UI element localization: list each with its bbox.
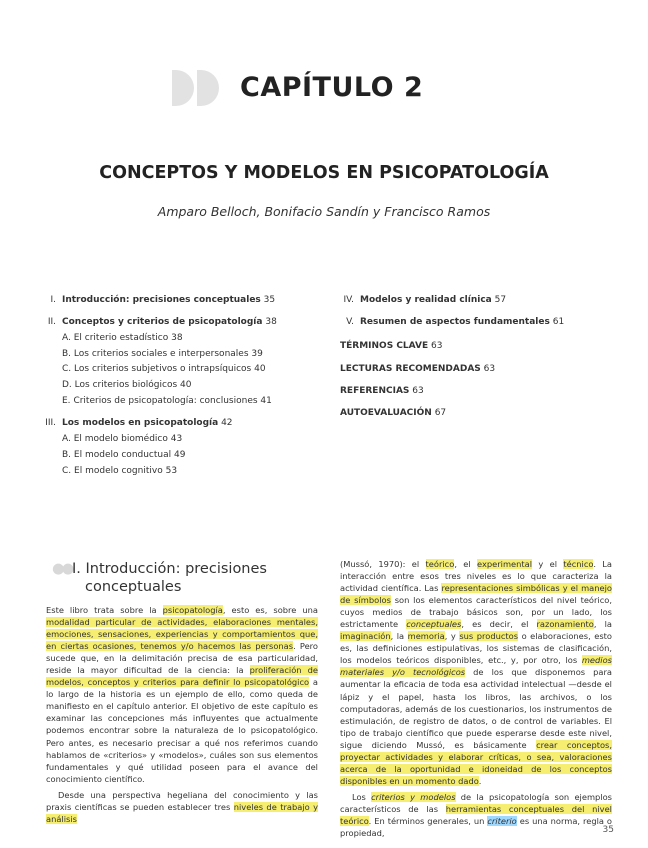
toc-item: REFERENCIAS 63: [340, 386, 424, 396]
chapter-authors: Amparo Belloch, Bonifacio Sandín y Francisco Ramos: [157, 204, 491, 219]
chapter-title: CONCEPTOS Y MODELOS EN PSICOPATOLOGÍA: [99, 163, 549, 183]
toc-item: LECTURAS RECOMENDADAS 63: [340, 364, 496, 374]
toc-subitem: D. Los criterios biológicos 40: [62, 380, 192, 390]
toc-subitem: B. Los criterios sociales e interpersonales 39: [62, 349, 263, 359]
toc-subitem: A. El modelo biomédico 43: [62, 434, 183, 444]
toc-subitem: C. Los criterios subjetivos o intrapsíquicos 40: [62, 364, 266, 374]
chapter-label: CAPÍTULO 2: [240, 72, 424, 103]
toc-subitem: E. Criterios de psicopatología: conclusiones 41: [62, 396, 272, 406]
toc-item: AUTOEVALUACIÓN 67: [340, 408, 447, 418]
body-column-left: [46, 604, 318, 825]
chapter-decoration: [172, 70, 219, 106]
toc-subitem: B. El modelo conductual 49: [62, 450, 186, 460]
paragraph: Este libro trata sobre la psicopatología, esto es, sobre una modalidad particular de actividades, elaboraciones mentales, emociones, sensaciones, experiencias y comportamientos que, en ciertas ocasiones, tenemos y/o hacemos las personas. Pero sucede que, en la delimitación precisa de esa particularidad, reside la mayor dificultad de la ciencia: la proliferación de modelos, conceptos y criterios para definir lo psicopatológico a lo largo de la historia es un ejemplo de ello, como queda de manifiesto en el capítulo anterior. El objetivo de este capítulo es examinar las concepciones más influyentes que actualmente podemos encontrar sobre la naturaleza de lo psicopatológico. Pero antes, es necesario precisar a qué nos referimos cuando hablamos de «criterios» y «modelos», cuáles son sus elementos fundamentales y qué utilidad poseen para el avance del conocimiento científico.: [46, 605, 318, 784]
toc-item: V. Resumen de aspectos fundamentales 61: [346, 317, 565, 327]
paragraph: Los criterios y modelos de la psicopatología son ejemplos característicos de las herramientas conceptuales del nivel teórico. En términos generales, un criterio es una norma, regla o propiedad,: [340, 791, 613, 839]
section-bullet-icon: ●●: [52, 561, 72, 577]
toc-subitem: C. El modelo cognitivo 53: [62, 466, 178, 476]
toc-subitem: A. El criterio estadístico 38: [62, 333, 183, 343]
body-column-right: [340, 558, 612, 839]
paragraph: Desde una perspectiva hegeliana del conocimiento y las praxis científicas se pueden establecer tres niveles de trabajo y análisis: [46, 789, 318, 824]
section-heading: ●●I. Introducción: precisiones conceptuales: [52, 561, 267, 595]
toc-item: II. Conceptos y criterios de psicopatología 38: [47, 317, 277, 327]
page-number: 35: [602, 825, 614, 835]
toc-item: IV. Modelos y realidad clínica 57: [343, 295, 507, 305]
toc-item: TÉRMINOS CLAVE 63: [340, 341, 443, 351]
toc-item: III. Los modelos en psicopatología 42: [45, 418, 233, 428]
toc-item: I. Introducción: precisiones conceptuales 35: [50, 295, 276, 305]
paragraph: (Mussó, 1970): el teórico, el experimental y el técnico. La interacción entre esos tres niveles es lo que caracteriza la actividad científica. Las representaciones simbólicas y el manejo de símbolos son los elementos característicos del nivel teórico, cuyos medios de trabajo básicos son, por un lado, los estrictamente conceptuales, es decir, el razonamiento, la imaginación, la memoria, y sus productos o elaboraciones, esto es, las definiciones estipulativas, los sistemas de clasificación, los modelos teóricos disponibles, etc., y, por otro, los medios materiales y/o tecnológicos de los que disponemos para aumentar la eficacia de toda esa actividad intelectual —desde el lápiz y el papel, hasta los libros, las archivos, o los computadoras, además de los cuestionarios, los instrumentos de estimulación, de registro de datos, o de control de variables. El tipo de trabajo científico que puede esperarse desde este nivel, sigue diciendo Mussó, es básicamente crear conceptos, proyectar actividades y elaborar críticas, o sea, valoraciones acerca de la oportunidad e idoneidad de los conceptos disponibles en un momento dado.: [340, 559, 613, 786]
